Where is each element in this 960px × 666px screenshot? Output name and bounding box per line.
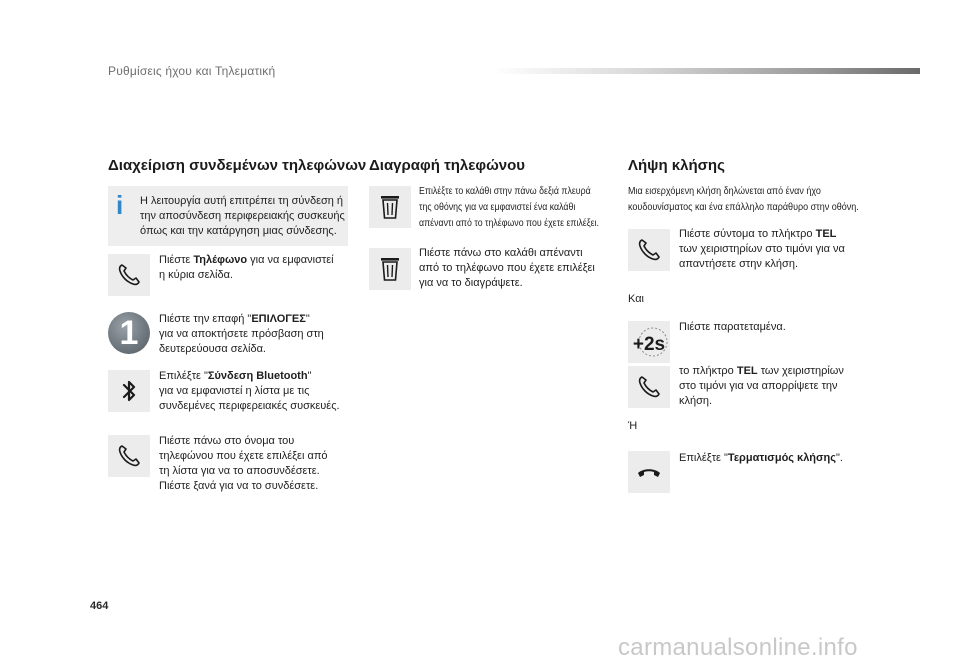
step-answer-call: Πιέστε σύντομα το πλήκτρο TEL των χειριστηρίων στο τιμόνι για να απαντήσετε στην κλήση. — [679, 228, 845, 270]
watermark: carmanualsonline.info — [618, 634, 858, 661]
phone-icon-box — [108, 254, 150, 296]
trash-icon — [378, 255, 402, 283]
phone-handset-icon — [636, 374, 662, 400]
bluetooth-icon-box — [108, 370, 150, 412]
hang-up-icon — [635, 460, 663, 484]
step-press-phone: Πιέστε Τηλέφωνο για να εμφανιστεί η κύρια σελίδα. — [159, 254, 334, 281]
hangup-icon-box — [628, 451, 670, 493]
section-title-manage-phones: Διαχείριση συνδεμένων τηλεφώνων — [108, 157, 367, 174]
step-press-trash: Πιέστε πάνω στο καλάθι απέναντι από το τηλέφωνο που έχετε επιλέξει για να το διαγράψετε. — [419, 247, 595, 289]
step-end-call: Επιλέξτε "Τερματισμός κλήσης". — [679, 452, 843, 464]
long-press-icon — [629, 322, 669, 362]
trash-icon-box — [369, 186, 411, 228]
phone-icon-box-2 — [108, 435, 150, 477]
page-number: 464 — [90, 600, 109, 612]
long-press-label: +2s — [632, 334, 666, 355]
phone-handset-icon — [636, 237, 662, 263]
step-select-bluetooth: Επιλέξτε "Σύνδεση Bluetooth" για να εμφανιστεί η λίστα με τις συνδεμένες περιφερειακές συσκευές. — [159, 370, 340, 412]
step-long-press: Πιέστε παρατεταμένα. — [679, 321, 786, 333]
info-text: Η λειτουργία αυτή επιτρέπει τη σύνδεση ή την αποσύνδεση περιφερειακής συσκευής όπως και την κατάργηση μιας σύνδεσης. — [140, 195, 345, 237]
phone-icon-box-3 — [628, 229, 670, 271]
step-disconnect-phone: Πιέστε πάνω στο όνομα του τηλεφώνου που έχετε επιλέξει από τη λίστα για να το αποσυνδέσετε. Πιέστε ξανά για να το συνδέσετε. — [159, 435, 328, 492]
section-title-receive-call: Λήψη κλήσης — [628, 157, 725, 174]
phone-handset-icon — [116, 262, 142, 288]
info-icon: i — [116, 190, 124, 220]
conjunction-and: Και — [628, 293, 645, 305]
conjunction-or: Ή — [628, 420, 638, 432]
phone-handset-icon — [116, 443, 142, 469]
trash-icon — [378, 193, 402, 221]
step-number-badge: 1 — [108, 312, 150, 354]
header-bar — [492, 68, 920, 74]
bluetooth-icon — [116, 377, 142, 405]
section-title-delete-phone: Διαγραφή τηλεφώνου — [369, 157, 526, 174]
running-header: Ρυθμίσεις ήχου και Τηλεματική — [108, 64, 276, 78]
trash-icon-box-2 — [369, 248, 411, 290]
phone-icon-box-4 — [628, 366, 670, 408]
receive-call-intro: Μια εισερχόμενη κλήση δηλώνεται από έναν ήχο κουδουνίσματος και ένα επάλληλο παράθυρο στην οθόνη. — [628, 186, 859, 213]
step-select-trash: Επιλέξτε το καλάθι στην πάνω δεξιά πλευρά της οθόνης για να εμφανιστεί ένα καλάθι απέναντι από το τηλέφωνο που έχετε επιλέξει. — [419, 186, 599, 229]
step-press-options: Πιέστε την επαφή "ΕΠΙΛΟΓΕΣ" για να αποκτήσετε πρόσβαση στη δευτερεύουσα σελίδα. — [159, 313, 324, 355]
long-press-icon-box — [628, 321, 670, 363]
step-reject-call: το πλήκτρο TEL των χειριστηρίων στο τιμόνι για να απορρίψετε την κλήση. — [679, 365, 844, 407]
